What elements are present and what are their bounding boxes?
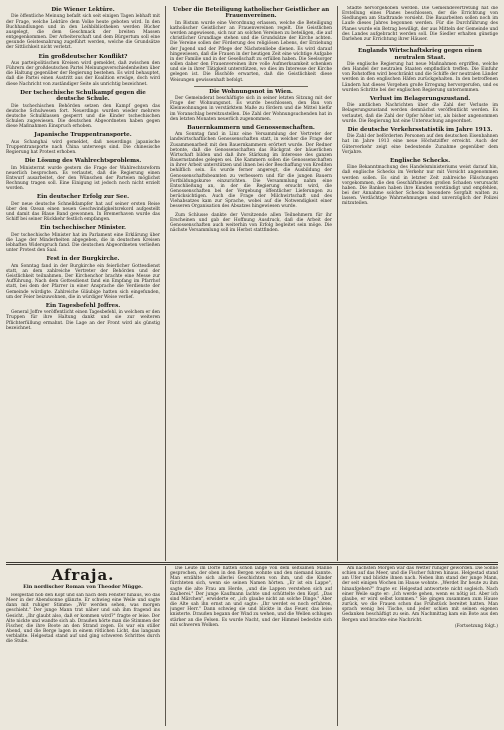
feuilleton-rule xyxy=(6,562,498,563)
headline: Englische Schecks. xyxy=(389,157,451,164)
feuilleton-column-2 xyxy=(170,566,332,727)
column-divider xyxy=(337,566,338,726)
headline: Die deutsche Verkehrsstatistik im Jahre 1913. xyxy=(347,126,493,133)
article-body: Zum Schlusse dankte der Vorsitzende allen Teilnehmern für ihr Erscheinen und gab der Hoffnung Ausdruck, daß die Arbeit der Genossenschaften auch weiterhin von Erfolg begleitet sein möge. Die nächste Versammlung soll im Herbst stattfinden. xyxy=(170,212,332,234)
feuilleton-column-1 xyxy=(6,593,160,727)
article-body: Aus parteipolitischen Kreisen wird gemeldet, daß zwischen den Führern der großdeutschen Partei Meinungsverschiedenheiten über die Haltung gegenüber der Regierung bestehen. Es wird behauptet, daß die Partei einen Austritt aus der Koalition erwäge, doch wird diese Nachricht von zuständiger Seite als unrichtig bezeichnet. xyxy=(6,60,160,87)
article xyxy=(6,132,160,155)
headline: Ein deutscher Erfolg zur See. xyxy=(36,194,130,201)
feuilleton-title: Afraja. xyxy=(51,566,115,584)
continued-note: (Fortsetzung folgt.) xyxy=(454,623,498,629)
right-column xyxy=(342,6,498,561)
headline: Bauernkammern und Genossenschaften. xyxy=(187,124,315,131)
separator xyxy=(194,86,308,87)
article-body: Am Sonntag fand in der Burgkirche ein feierlicher Gottesdienst statt, an dem zahlreiche Vertreter der Behörden und der Geistlichkeit teilnahmen. Der Kirchenchor brachte eine Messe zur Aufführung. Nach dem Gottesdienst fand ein Empfang im Pfarrhof statt, bei dem der Pfarrer in einer Ansprache die Verdienste der Gemeinde würdigte. Zahlreiche Gläubige hatten sich eingefunden, um der Feier beizuwohnen, die in würdiger Weise verlief. xyxy=(6,263,160,300)
left-column xyxy=(6,6,160,561)
article xyxy=(342,127,498,155)
headline: Fest in der Burgkirche. xyxy=(46,256,120,263)
article-body: Im Bistum wurde eine Verordnung erlassen, welche die Beteiligung katholischer Geistlicher an Frauenvereinen regelt. Die Geistlichen werden angewiesen, sich nur an solchen Vereinen zu beteiligen, die auf christlicher Grundlage stehen und die Grundsätze der Kirche achten. Die Vereine sollen der Förderung des religiösen Lebens, der Erziehung der Jugend und der Pflege der Nächstenliebe dienen. Es wird darauf hingewiesen, daß die Frauen in der heutigen Zeit eine wichtige Aufgabe in der Familie und in der Gesellschaft zu erfüllen haben. Die Seelsorger sollen daher den Frauenvereinen ihre volle Aufmerksamkeit schenken und sie in ihrer Tätigkeit unterstützen, wo dies im Interesse der Kirche gelegen ist. Die Bischöfe erwarten, daß die Geistlichkeit diese Weisungen gewissenhaft befolgt. xyxy=(170,20,332,83)
article-body: Der Gemeinderat beschäftigte sich in seiner letzten Sitzung mit der Frage der Wohnungsnot. Es wurde beschlossen, den Bau von Kleinwohnungen in verstärktem Maße zu fördern und die Mittel hiefür im Voranschlag bereitzustellen. Die Zahl der Wohnungsuchenden hat in den letzten Monaten neuerlich zugenommen. xyxy=(170,96,332,122)
headline: Englands Wirtschaftskrieg gegen einen neutralen Staat. xyxy=(358,48,482,61)
article xyxy=(342,96,498,124)
headline: Verlust im Belagerungszustand. xyxy=(369,95,471,102)
headline: Der tschechische Schulkampf gegen die deutsche Schule. xyxy=(20,89,146,103)
headline: Japanische Truppentransporte. xyxy=(34,132,132,139)
article xyxy=(170,125,332,210)
headline: Ein großdeutscher Konflikt? xyxy=(38,53,128,60)
headline: Die Lösung des Wahlrechtsproblems. xyxy=(24,158,142,165)
feuilleton-byline: Ein nordischer Roman von Theodor Mügge. xyxy=(23,584,143,590)
headline: Die Wohnungsnot in Wien. xyxy=(209,88,293,95)
feuilleton-section xyxy=(6,566,498,728)
article xyxy=(6,225,160,253)
article xyxy=(6,90,160,130)
article xyxy=(6,303,160,331)
column-divider xyxy=(165,566,166,726)
article xyxy=(170,7,332,83)
headline: Ein Tagesbefehl Joffres. xyxy=(45,302,121,309)
article-body: General Joffre veröffentlicht einen Tagesbefehl, in welchem er den Truppen für ihre Haltung dankt und sie zur weiteren Pflichterfüllung ermahnt. Die Lage an der Front wird als günstig bezeichnet. xyxy=(6,310,160,331)
headline: Ein tschechischer Minister. xyxy=(39,225,127,232)
feuilleton-text: Die Leute im Dorfe hatten schon lange von dem seltsamen Manne gesprochen, der oben in den Bergen wohnte und den niemand kannte. Man erzählte sich allerlei Geschichten von ihm, und die Kinder fürchteten sich, wenn sie seinen Namen hörten. „Er ist ein Lappe", sagte die alte Frau am Herde, „und die Lappen verstehen sich auf Zauberei." Der junge Kaufmann lachte und schüttelte den Kopf. „Das sind Märchen", erwiderte er, „ich glaube nicht an solche Dinge." Aber die Alte sah ihn ernst an und sagte: „Ihr werdet es noch erfahren, junger Herr." Dann schwieg sie und blickte in das Feuer, das leise knisterte. Draußen begann der Wind zu wehen, und die Wellen schlugen stärker an die Felsen. Es wurde Nacht, und der Himmel bedeckte sich mit schweren Wolken. xyxy=(170,566,332,628)
feuilleton-rule xyxy=(6,564,498,565)
article-body: Die amtlichen Nachrichten über die Zahl der Verluste im Belagerungszustand werden demnächst veröffentlicht werden. Es verlautet, daß die Zahl der Opfer höher ist, als bisher angenommen wurde. Die Regierung hat eine Untersuchung angeordnet. xyxy=(342,103,498,124)
headline: Die Wiener Lektüre. xyxy=(51,7,115,13)
article-body: Eine Bekanntmachung des Handelsministeriums weist darauf hin, daß englische Schecks im Verkehr nur mit Vorsicht angenommen werden sollen. Es sind in letzter Zeit zahlreiche Fälschungen vorgekommen, die den Geschäftsleuten großen Schaden verursacht haben. Die Banken haben ihre Kunden verständigt und empfehlen, bei der Annahme solcher Schecks besondere Sorgfalt walten zu lassen. Verdächtige Wahrnehmungen sind unverzüglich der Polizei mitzuteilen. xyxy=(342,165,498,207)
article xyxy=(6,256,160,300)
article-body: Im Ministerrat wurde gestern die Frage der Wahlrechtsreform neuerlich besprochen. Es verlautet, daß die Regierung einen Entwurf ausarbeitet, der den Wünschen der Parteien möglichst Rechnung tragen soll. Eine Einigung ist jedoch noch nicht erzielt worden. xyxy=(6,165,160,192)
feuilleton-text: Am nächsten Morgen war das Wetter ruhiger geworden. Die Sonne schien auf das Meer, und die Fischer fuhren hinaus. Helgestad stand am Ufer und blickte ihnen nach. Neben ihm stand der junge Mann, der seit einigen Wochen im Hause wohnte. „Werdet Ihr heute zu ihm hinaufgehen?" fragte er. Helgestad antwortete nicht sogleich. Nach einer Weile sagte er: „Ich werde gehen, wenn es nötig ist. Aber ich glaube, er wird selbst kommen." Sie gingen zusammen zum Hause zurück, wo die Frauen schon das Frühstück bereitet hatten. Man sprach wenig bei Tische, und jeder schien mit seinen eigenen Gedanken beschäftigt zu sein. Am Nachmittag kam ein Bote aus den Bergen und brachte eine Nachricht. xyxy=(342,566,498,623)
article-body: Die Zahl der beförderten Personen auf den deutschen Eisenbahnen hat im Jahre 1913 eine neue Höchstziffer erreicht. Auch der Güterverkehr zeigt eine bedeutende Zunahme gegenüber dem Vorjahre. xyxy=(342,134,498,155)
article xyxy=(170,89,332,122)
article xyxy=(342,158,498,207)
article-body: Der tschechische Minister hat im Parlament eine Erklärung über die Lage der Minderheiten abgegeben, die in deutschen Kreisen lebhaften Widerspruch fand. Die deutschen Abgeordneten verließen unter Protest den Saal. xyxy=(6,232,160,254)
article-body: Die englische Regierung hat neue Maßnahmen ergriffen, welche den Handel der neutralen Staaten empfindlich treffen. Die Einfuhr von Rohstoffen wird beschränkt und die Schiffe der neutralen Länder werden in den englischen Häfen zurückgehalten. In den betroffenen Ländern hat dieses Vorgehen große Erregung hervorgerufen, und es wurden Schritte bei der englischen Regierung unternommen. xyxy=(342,61,498,93)
middle-column xyxy=(170,6,332,561)
feuilleton-text: Helgestad hob den Kopf und sah nach dem Fenster hinaus, wo das Meer in der Abendsonne glänzte. Er schwieg eine Weile und sagte dann mit ruhiger Stimme: „Wir werden sehen, was morgen geschieht." Der junge Mann trat näher und sah ihm fragend ins Gesicht. „Ihr glaubt also, daß er kommen wird?" fragte er leise. Der Alte nickte und wandte sich ab. Draußen hörte man die Stimmen der Fischer, die ihre Boote an den Strand zogen. Es war ein stiller Abend, und die Berge lagen in einem rötlichen Licht, das langsam verblaßte. Helgestad stand auf und ging schweren Schrittes durch die Stube. xyxy=(6,593,160,645)
article-body: Der neue deutsche Schnelldampfer hat auf seiner ersten Reise über den Ozean einen neuen Geschwindigkeitsrekord aufgestellt und damit das Blaue Band gewonnen. In Bremerhaven wurde das Schiff bei seiner Rückkehr festlich empfangen. xyxy=(6,201,160,223)
article-body: Städte hervorgehoben werden. Die Gemeindevertretung hat die Erstellung eines Planes beschlossen, der die Errichtung von Siedlungen am Stadtrande vorsieht. Die Bauarbeiten sollen noch im Laufe dieses Jahres begonnen werden. Für die Durchführung des Planes wurde ein Betrag bewilligt, der aus Mitteln der Gemeinde und des Landes aufgebracht werden soll. Die Siedler erhalten günstige Darlehen zur Errichtung ihrer Häuser. xyxy=(342,6,498,42)
article xyxy=(6,158,160,191)
column-divider xyxy=(165,6,166,561)
article-body: Die tschechischen Behörden setzen den Kampf gegen das deutsche Schulwesen fort. Neuerdings wurden wieder mehrere deutsche Schulklassen gesperrt und die Kinder tschechischen Schulen zugewiesen. Die deutschen Abgeordneten haben gegen diese Maßnahmen Einspruch erhoben. xyxy=(6,103,160,130)
article-body: Die öffentliche Meinung befaßt sich seit einigen Tagen lebhaft mit der Frage, welche Lektüre dem Volke heute geboten wird. In den Buchhandlungen und in den Leihbibliotheken werden Bücher ausgelegt, die dem Geschmack der breiten Massen entgegenkommen. Der Arbeiterschaft und dem Bürgertum soll eine gesunde Geistesnahrung zugeführt werden, welche die Grundsätze der Sittlichkeit nicht verletzt. xyxy=(6,14,160,51)
article-body: Am Sonntag fand in Linz eine Versammlung der Vertreter der landwirtschaftlichen Genossenschaften statt, in welcher die Frage der Zusammenarbeit mit den Bauernkammern erörtert wurde. Der Redner betonte, daß die Genossenschaften das Rückgrat der bäuerlichen Wirtschaft bilden und daß ihre Stärkung im Interesse des ganzen Bauernstandes gelegen sei. Die Kammern sollen die Genossenschaften in ihrer Arbeit unterstützen und ihnen bei der Beschaffung von Krediten behilflich sein. Es wurde ferner angeregt, die Ausbildung der Genossenschaftsbeamten zu verbessern und für die jungen Bauern Fortbildungskurse einzurichten. Die Versammlung nahm eine Entschließung an, in der die Regierung ersucht wird, die Genossenschaften bei der Vergebung öffentlicher Lieferungen zu berücksichtigen. Auch die Frage der Milchwirtschaft und des Viehabsatzes kam zur Sprache, wobei auf die Notwendigkeit einer besseren Organisation des Absatzes hingewiesen wurde. xyxy=(170,132,332,210)
article xyxy=(6,194,160,222)
headline: Ueber die Beteiligung katholischer Geistlicher an Frauenvereinen. xyxy=(172,7,330,20)
feuilleton-column-3 xyxy=(342,566,498,727)
article-body: Aus Schanghai wird gemeldet, daß neuerdings japanische Truppentransporte nach China unterwegs sind. Die chinesische Regierung hat Protest erhoben. xyxy=(6,139,160,155)
article xyxy=(170,213,332,234)
article xyxy=(6,7,160,51)
article xyxy=(6,54,160,87)
article xyxy=(342,6,498,42)
article xyxy=(342,48,498,93)
separator xyxy=(366,45,474,46)
column-divider xyxy=(337,6,338,561)
